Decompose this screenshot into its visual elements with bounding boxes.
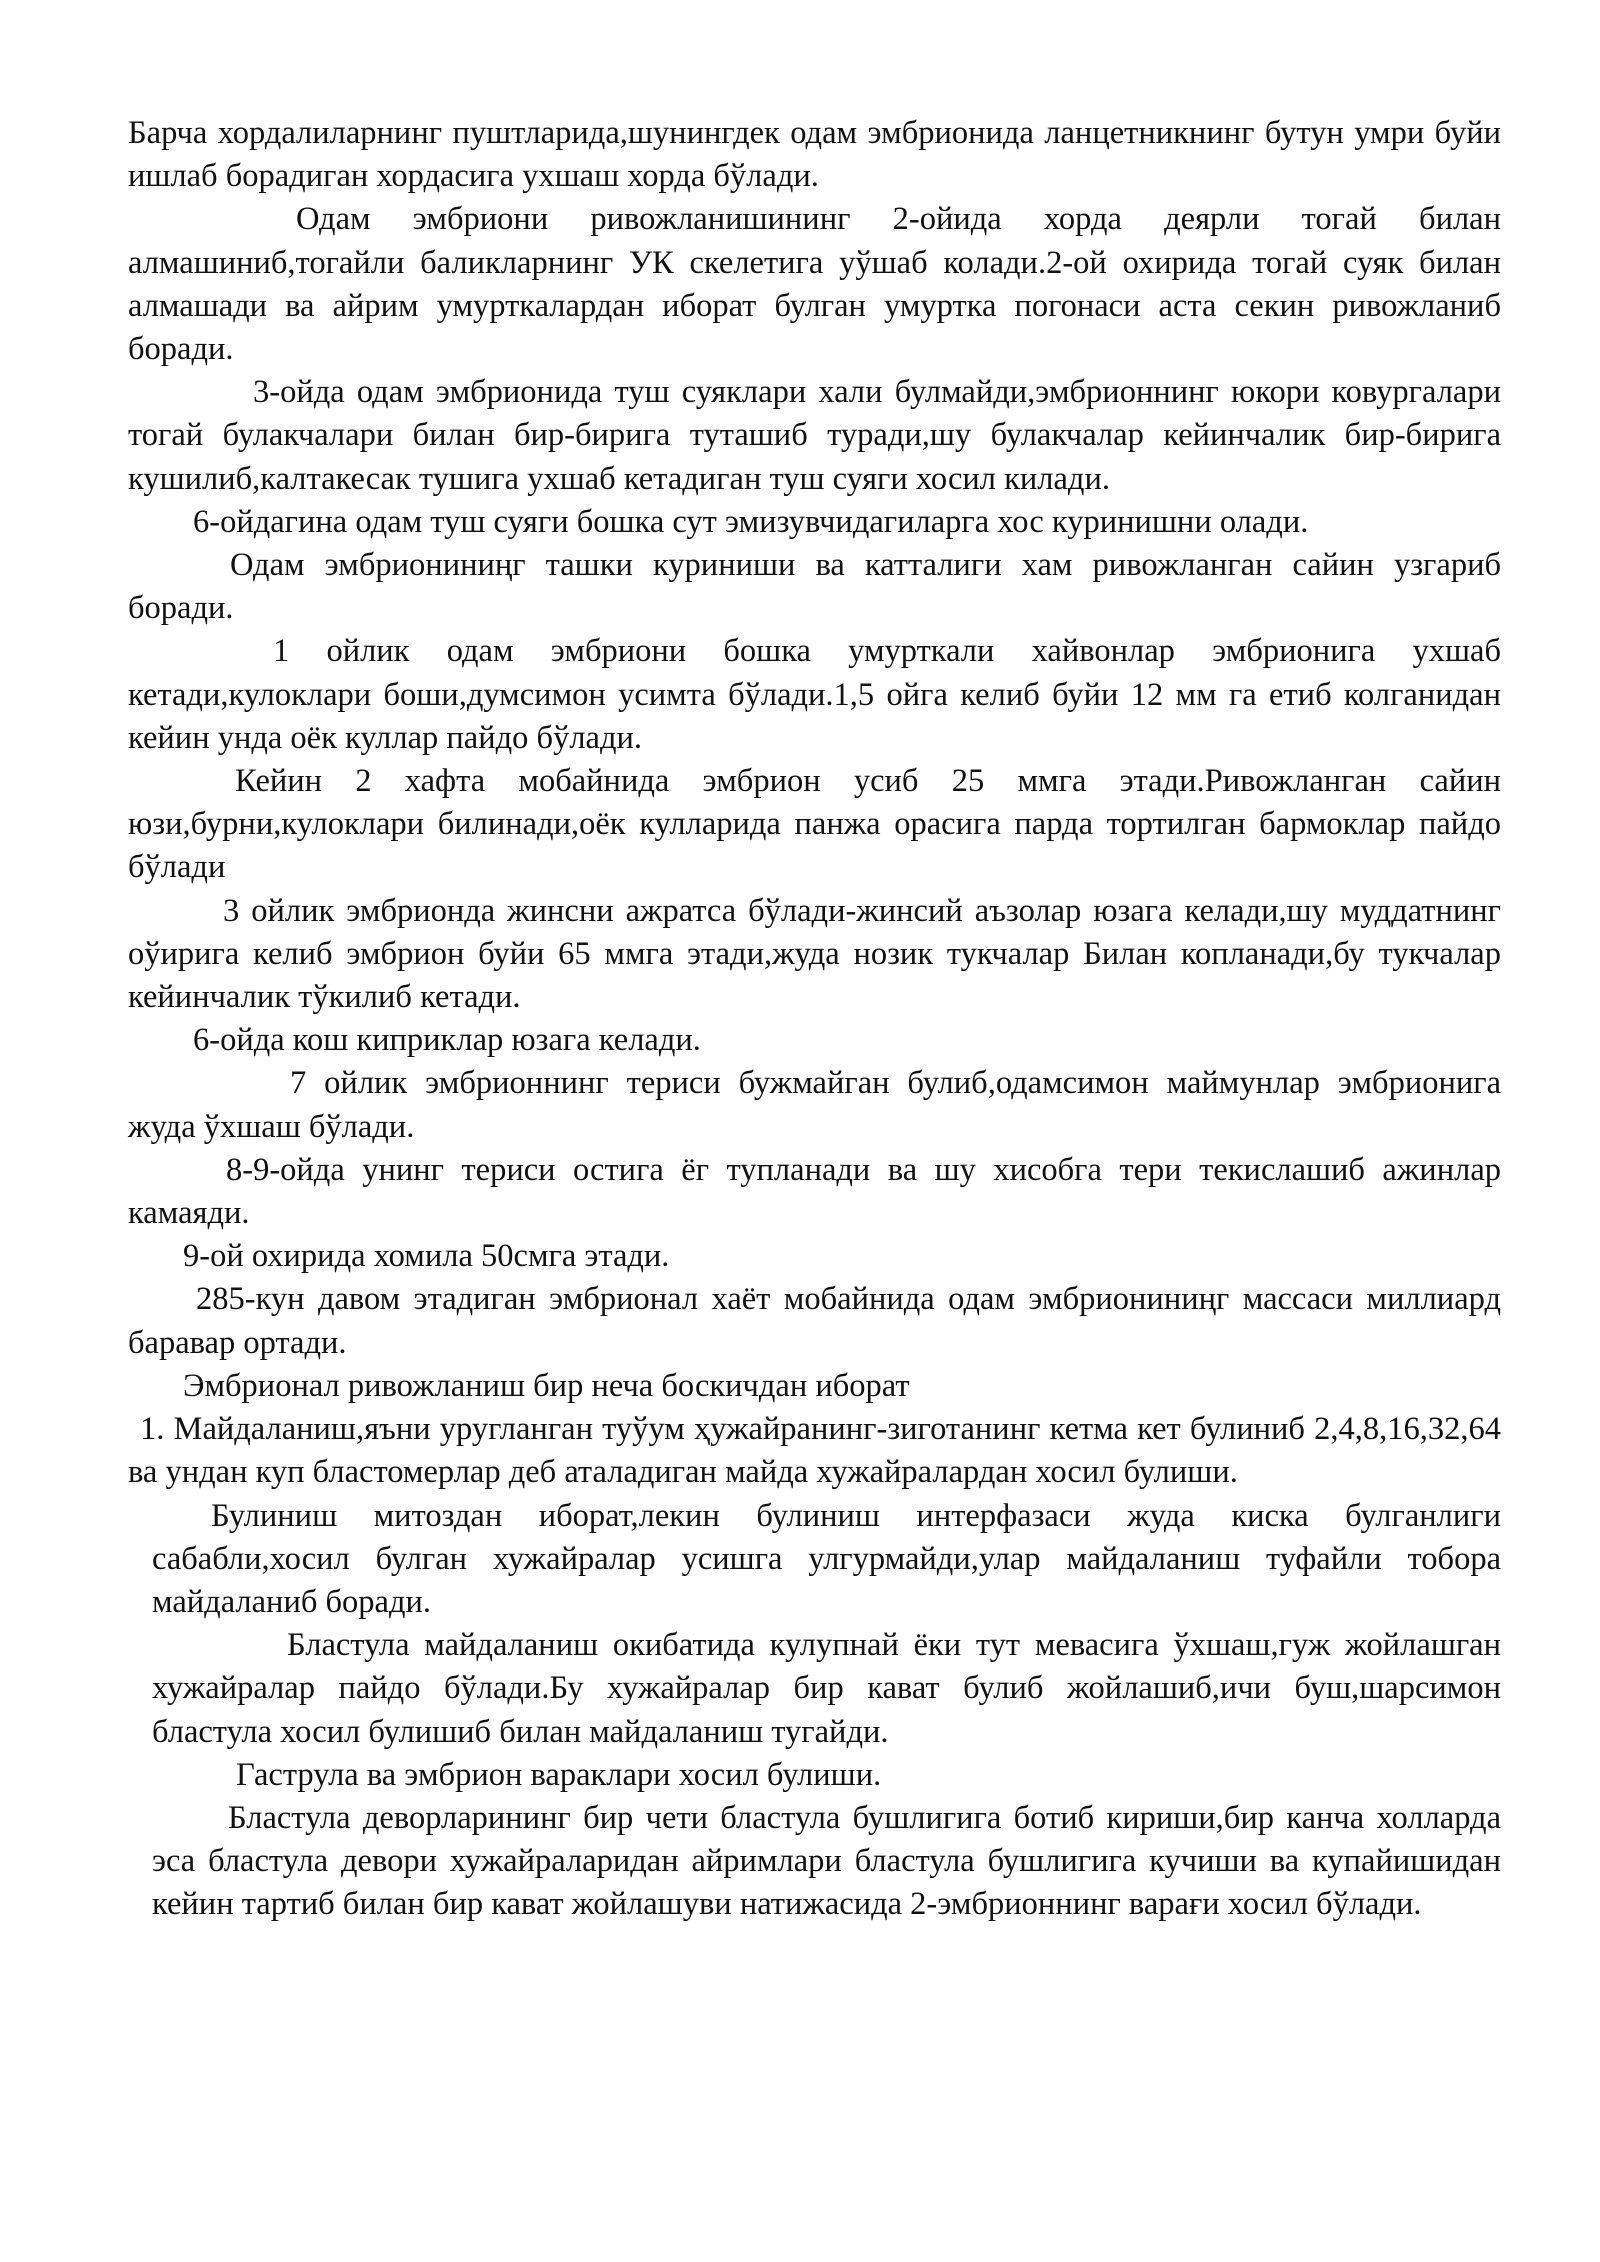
paragraph: 3-ойда одам эмбрионида туш суяклари хали булмайди,эмбрионнинг юкори ковургалари тогай булакчалари билан бир-бирига туташиб туради,шу булакчалар кейинчалик бир-бирига кушилиб,калтакесак тушига ухшаб кетадиган туш суяги хосил килади. [128, 374, 1501, 497]
paragraph: Кейин 2 хафта мобайнида эмбрион усиб 25 ммга этади.Ривожланган сайин юзи,бурни,кулоклари билинади,оёк кулларида панжа орасига парда тортилган бармоклар пайдо бўлади [128, 763, 1501, 886]
document-body-indented [152, 1495, 1501, 1927]
paragraph: 1 ойлик одам эмбриони бошка умурткали хайвонлар эмбрионига ухшаб кетади,кулоклари боши,думсимон усимта бўлади.1,5 ойга келиб буйи 12 мм га етиб колганидан кейин унда оёк куллар пайдо бўлади. [128, 633, 1501, 756]
paragraph: 9-ой охирида хомила 50смга этади. [183, 1238, 670, 1275]
paragraph: Одам эмбриони ривожланишининг 2-ойида хорда деярли тогай билан алмашиниб,тогайли баликларнинг УК скелетига уўшаб колади.2-ой охирида тогай суяк билан алмашади ва айрим умурткалардан иборат булган умуртка погонаси аста секин ривожланиб боради. [128, 201, 1501, 368]
paragraph: Бластула майдаланиш окибатида кулупнай ёки тут мевасига ўхшаш,гуж жойлашган хужайралар пайдо бўлади.Бу хужайралар бир кават булиб жойлашиб,ичи буш,шарсимон бластула хосил булишиб билан майдаланиш тугайди. [152, 1627, 1501, 1750]
paragraph: Бластула деворларининг бир чети бластула бушлигига ботиб кириши,бир канча холларда эса бластула девори хужайраларидан айримлари бластула бушлигига кучиши ва купайишидан кейин тартиб билан бир кават жойлашуви натижасида 2-эмбрионнинг варағи хосил бўлади. [152, 1799, 1501, 1923]
paragraph: Барча хордалиларнинг пуштларида,шунингдек одам эмбрионида ланцетникнинг бутун умри буйи ишлаб борадиган хордасига ухшаш хорда бўлади. [128, 115, 1501, 195]
paragraph: 1. Майдаланиш,яъни уругланган туўум ҳужайранинг-зиготанинг кетма кет булиниб 2,4,8,16,32,64 ва ундан куп бластомерлар деб аталадиган майда хужайралардан хосил булиши. [128, 1411, 1501, 1491]
paragraph: 285-кун давом этадиган эмбрионал хаёт мобайнида одам эмбриониниңг массаси миллиард баравар ортади. [128, 1281, 1501, 1361]
document-body [128, 112, 1501, 1495]
paragraph: Эмбрионал ривожланиш бир неча боскичдан иборат [183, 1367, 910, 1404]
paragraph: 8-9-ойда унинг териси остига ёг тупланади ва шу хисобга тери текислашиб ажинлар камаяди. [128, 1151, 1501, 1232]
document-page [128, 112, 1501, 1927]
paragraph: Булиниш митоздан иборат,лекин булиниш интерфазаси жуда киска булганлиги сабабли,хосил булган хужайралар усишга улгурмайди,улар майдаланиш туфайли тобора майдаланиб боради. [152, 1497, 1501, 1620]
paragraph: 7 ойлик эмбрионнинг териси бужмайган булиб,одамсимон маймунлар эмбрионига жуда ўхшаш бўлади. [128, 1065, 1501, 1145]
paragraph: 3 ойлик эмбрионда жинсни ажратса бўлади-жинсий аъзолар юзага келади,шу муддатнинг оўирига келиб эмбрион буйи 65 ммга этади,жуда нозик тукчалар Билан копланади,бу тукчалар кейинчалик тўкилиб кетади. [128, 892, 1501, 1016]
paragraph: Гаструла ва эмбрион вараклари хосил булиши. [236, 1756, 882, 1793]
paragraph: 6-ойда кош киприклар юзага келади. [193, 1022, 701, 1059]
paragraph: 6-ойдагина одам туш суяги бошка сут эмизувчидагиларга хос куринишни олади. [193, 503, 1309, 540]
paragraph: Одам эмбриониниңг ташки куриниши ва катталиги хам ривожланган сайин узгариб боради. [128, 547, 1501, 627]
